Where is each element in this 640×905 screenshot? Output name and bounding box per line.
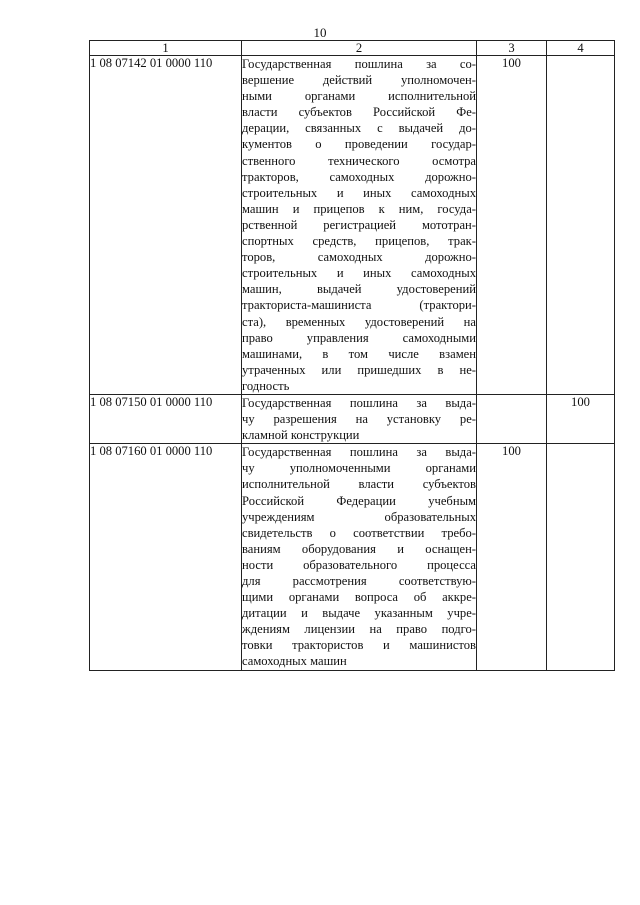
description-line: утраченных или пришедших в не- [242, 362, 476, 377]
description-line: власти субъектов Российской Фе- [242, 105, 476, 120]
table-row [90, 444, 615, 670]
description-line: строительных и иных самоходных [242, 266, 476, 281]
column-header-3: 3 [477, 41, 547, 56]
description-line: годность [242, 378, 290, 393]
description-line: исполнительной власти субъектов [242, 477, 476, 492]
description-line: чу разрешения на установку ре- [242, 412, 476, 427]
description-line: ными органами исполнительной [242, 89, 476, 104]
amount-col3-cell: 100 [477, 56, 547, 395]
description-line: самоходных машин [242, 654, 347, 669]
table-header-row [90, 41, 615, 56]
budget-classification-table [89, 40, 615, 671]
description-line: для рассмотрения соответствую- [242, 574, 476, 588]
amount-col4-cell [547, 56, 615, 395]
column-header-2: 2 [242, 41, 477, 56]
description-line: тракторов, самоходных дорожно- [242, 169, 476, 184]
amount-col3-cell: 100 [477, 444, 547, 670]
description-line: учреждениям образовательных [242, 509, 476, 524]
description-line: чу уполномоченными органами [242, 461, 476, 476]
description-line: ваниям оборудования и оснащен- [242, 541, 476, 556]
description-line: ственного технического осмотра [242, 153, 476, 168]
description-line: дерации, связанных с выдачей до- [242, 121, 476, 136]
budget-code-cell: 1 08 07160 01 0000 110 [90, 444, 242, 670]
amount-col4-cell: 100 [547, 394, 615, 443]
description-line: ждениям лицензии на право подго- [242, 622, 476, 637]
description-line: ста), временных удостоверений на [242, 314, 476, 329]
description-line: машин и прицепов к ним, госуда- [242, 201, 476, 216]
description-line: кламной конструкции [242, 428, 360, 443]
page-number: 10 [313, 25, 327, 40]
description-line: кументов о проведении государ- [242, 137, 476, 152]
amount-col4-cell [547, 444, 615, 670]
description-line: торов, самоходных дорожно- [242, 250, 476, 265]
budget-code-cell: 1 08 07142 01 0000 110 [90, 56, 242, 395]
column-header-4: 4 [547, 41, 615, 56]
description-line: дитации и выдаче указанным учре- [242, 606, 476, 621]
table-row [90, 394, 615, 443]
description-line: машин, выдачей удостоверений [242, 282, 476, 297]
description-line: тракториста-машиниста (трактори- [242, 298, 476, 313]
description-line: свидетельств о соответствии требо- [242, 525, 476, 540]
description-line: Государственная пошлина за выда- [242, 395, 476, 410]
budget-code-cell: 1 08 07150 01 0000 110 [90, 394, 242, 443]
description-line: Государственная пошлина за выда- [242, 445, 476, 460]
description-cell [242, 444, 477, 670]
table-row [90, 56, 615, 395]
column-header-1: 1 [90, 41, 242, 56]
description-line: спортных средств, прицепов, трак- [242, 234, 476, 249]
description-line: право управления самоходными [242, 330, 476, 345]
description-line: рственной регистрацией мототран- [242, 217, 476, 232]
description-cell [242, 56, 477, 395]
description-line: Российской Федерации учебным [242, 493, 476, 508]
description-cell [242, 394, 477, 443]
description-line: Государственная пошлина за со- [242, 57, 476, 71]
description-line: товки трактористов и машинистов [242, 638, 476, 653]
amount-col3-cell [477, 394, 547, 443]
description-line: машинами, в том числе взамен [242, 346, 476, 361]
description-line: щими органами вопроса об аккре- [242, 590, 476, 605]
description-line: строительных и иных самоходных [242, 185, 476, 200]
description-line: вершение действий уполномочен- [242, 73, 476, 88]
description-line: ности образовательного процесса [242, 557, 476, 572]
